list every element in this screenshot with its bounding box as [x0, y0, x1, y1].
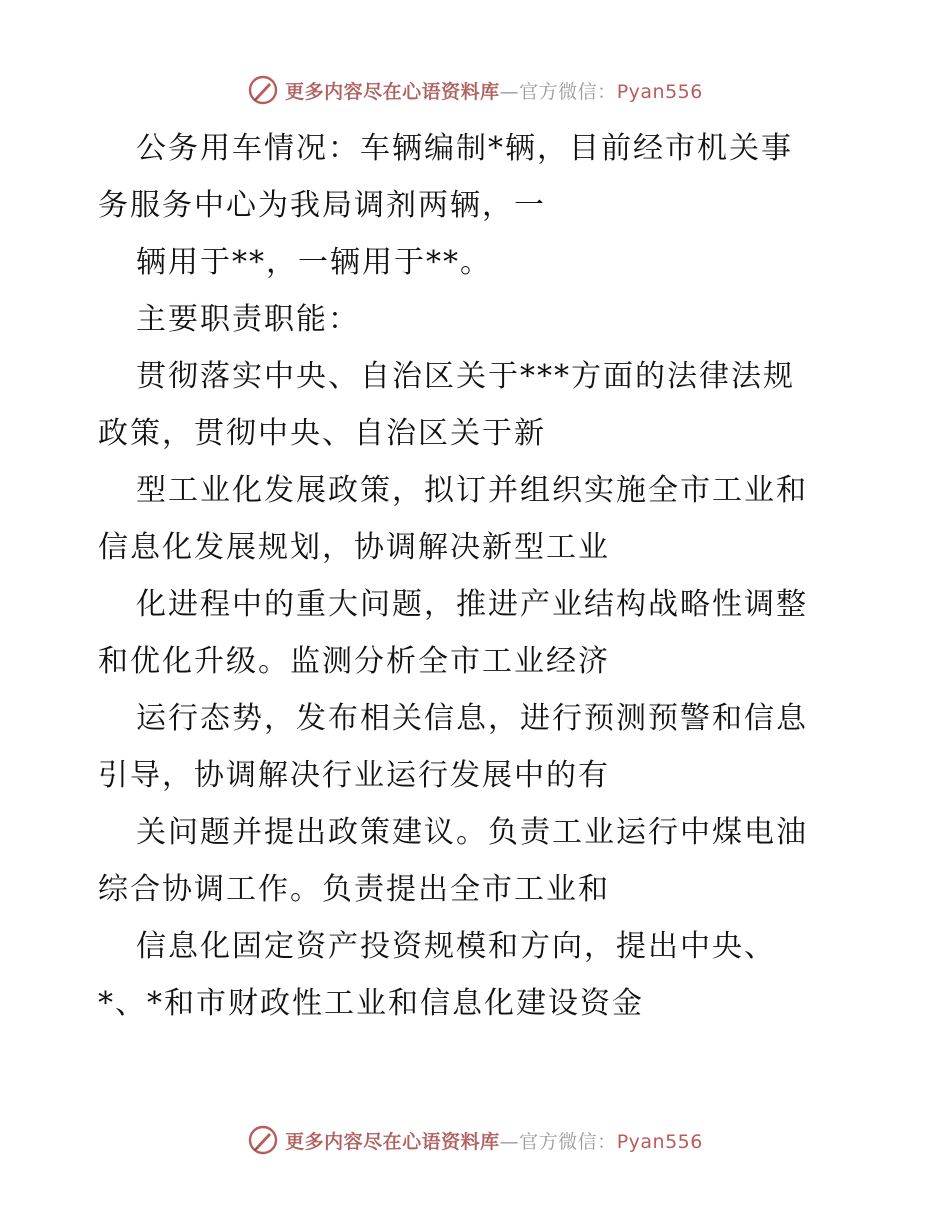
watermark-separator: —: [499, 1130, 520, 1153]
watermark-wechat-label: 官方微信：: [519, 80, 617, 103]
document-body: [98, 120, 858, 1032]
watermark-text: [285, 1127, 703, 1154]
watermark-main: 更多内容尽在心语资料库: [285, 1130, 500, 1153]
text-line: 运行态势，发布相关信息，进行预测预警和信息: [136, 701, 808, 736]
watermark-separator: —: [499, 80, 520, 103]
watermark-wechat-id: Pyan556: [616, 1130, 703, 1153]
watermark-text: [285, 77, 703, 104]
text-line: 信息化发展规划，协调解决新型工业: [98, 530, 610, 565]
watermark-main: 更多内容尽在心语资料库: [285, 80, 500, 103]
text-line: 贯彻落实中央、自治区关于***方面的法律法规: [136, 359, 795, 394]
quill-logo-icon: [247, 1124, 279, 1156]
header-watermark: [0, 70, 950, 110]
text-line: 型工业化发展政策，拟订并组织实施全市工业和: [136, 473, 808, 508]
text-line: 政策，贯彻中央、自治区关于新: [98, 416, 546, 451]
text-line: 公务用车情况：车辆编制*辆，目前经市机关事: [136, 131, 793, 166]
watermark-wechat-label: 官方微信：: [519, 1130, 617, 1153]
text-line: 信息化固定资产投资规模和方向，提出中央、: [136, 929, 776, 964]
text-line: 务服务中心为我局调剂两辆，一: [98, 188, 546, 223]
footer-watermark: [0, 1120, 950, 1160]
watermark-wechat-id: Pyan556: [616, 80, 703, 103]
text-line: 引导，协调解决行业运行发展中的有: [98, 758, 610, 793]
text-line: 主要职责职能：: [136, 302, 360, 337]
text-line: 综合协调工作。负责提出全市工业和: [98, 872, 610, 907]
text-line: 和优化升级。监测分析全市工业经济: [98, 644, 610, 679]
quill-logo-icon: [247, 74, 279, 106]
text-line: 辆用于**，一辆用于**。: [136, 245, 492, 280]
text-line: 关问题并提出政策建议。负责工业运行中煤电油: [136, 815, 808, 850]
text-line: *、*和市财政性工业和信息化建设资金: [98, 986, 644, 1021]
text-line: 化进程中的重大问题，推进产业结构战略性调整: [136, 587, 808, 622]
